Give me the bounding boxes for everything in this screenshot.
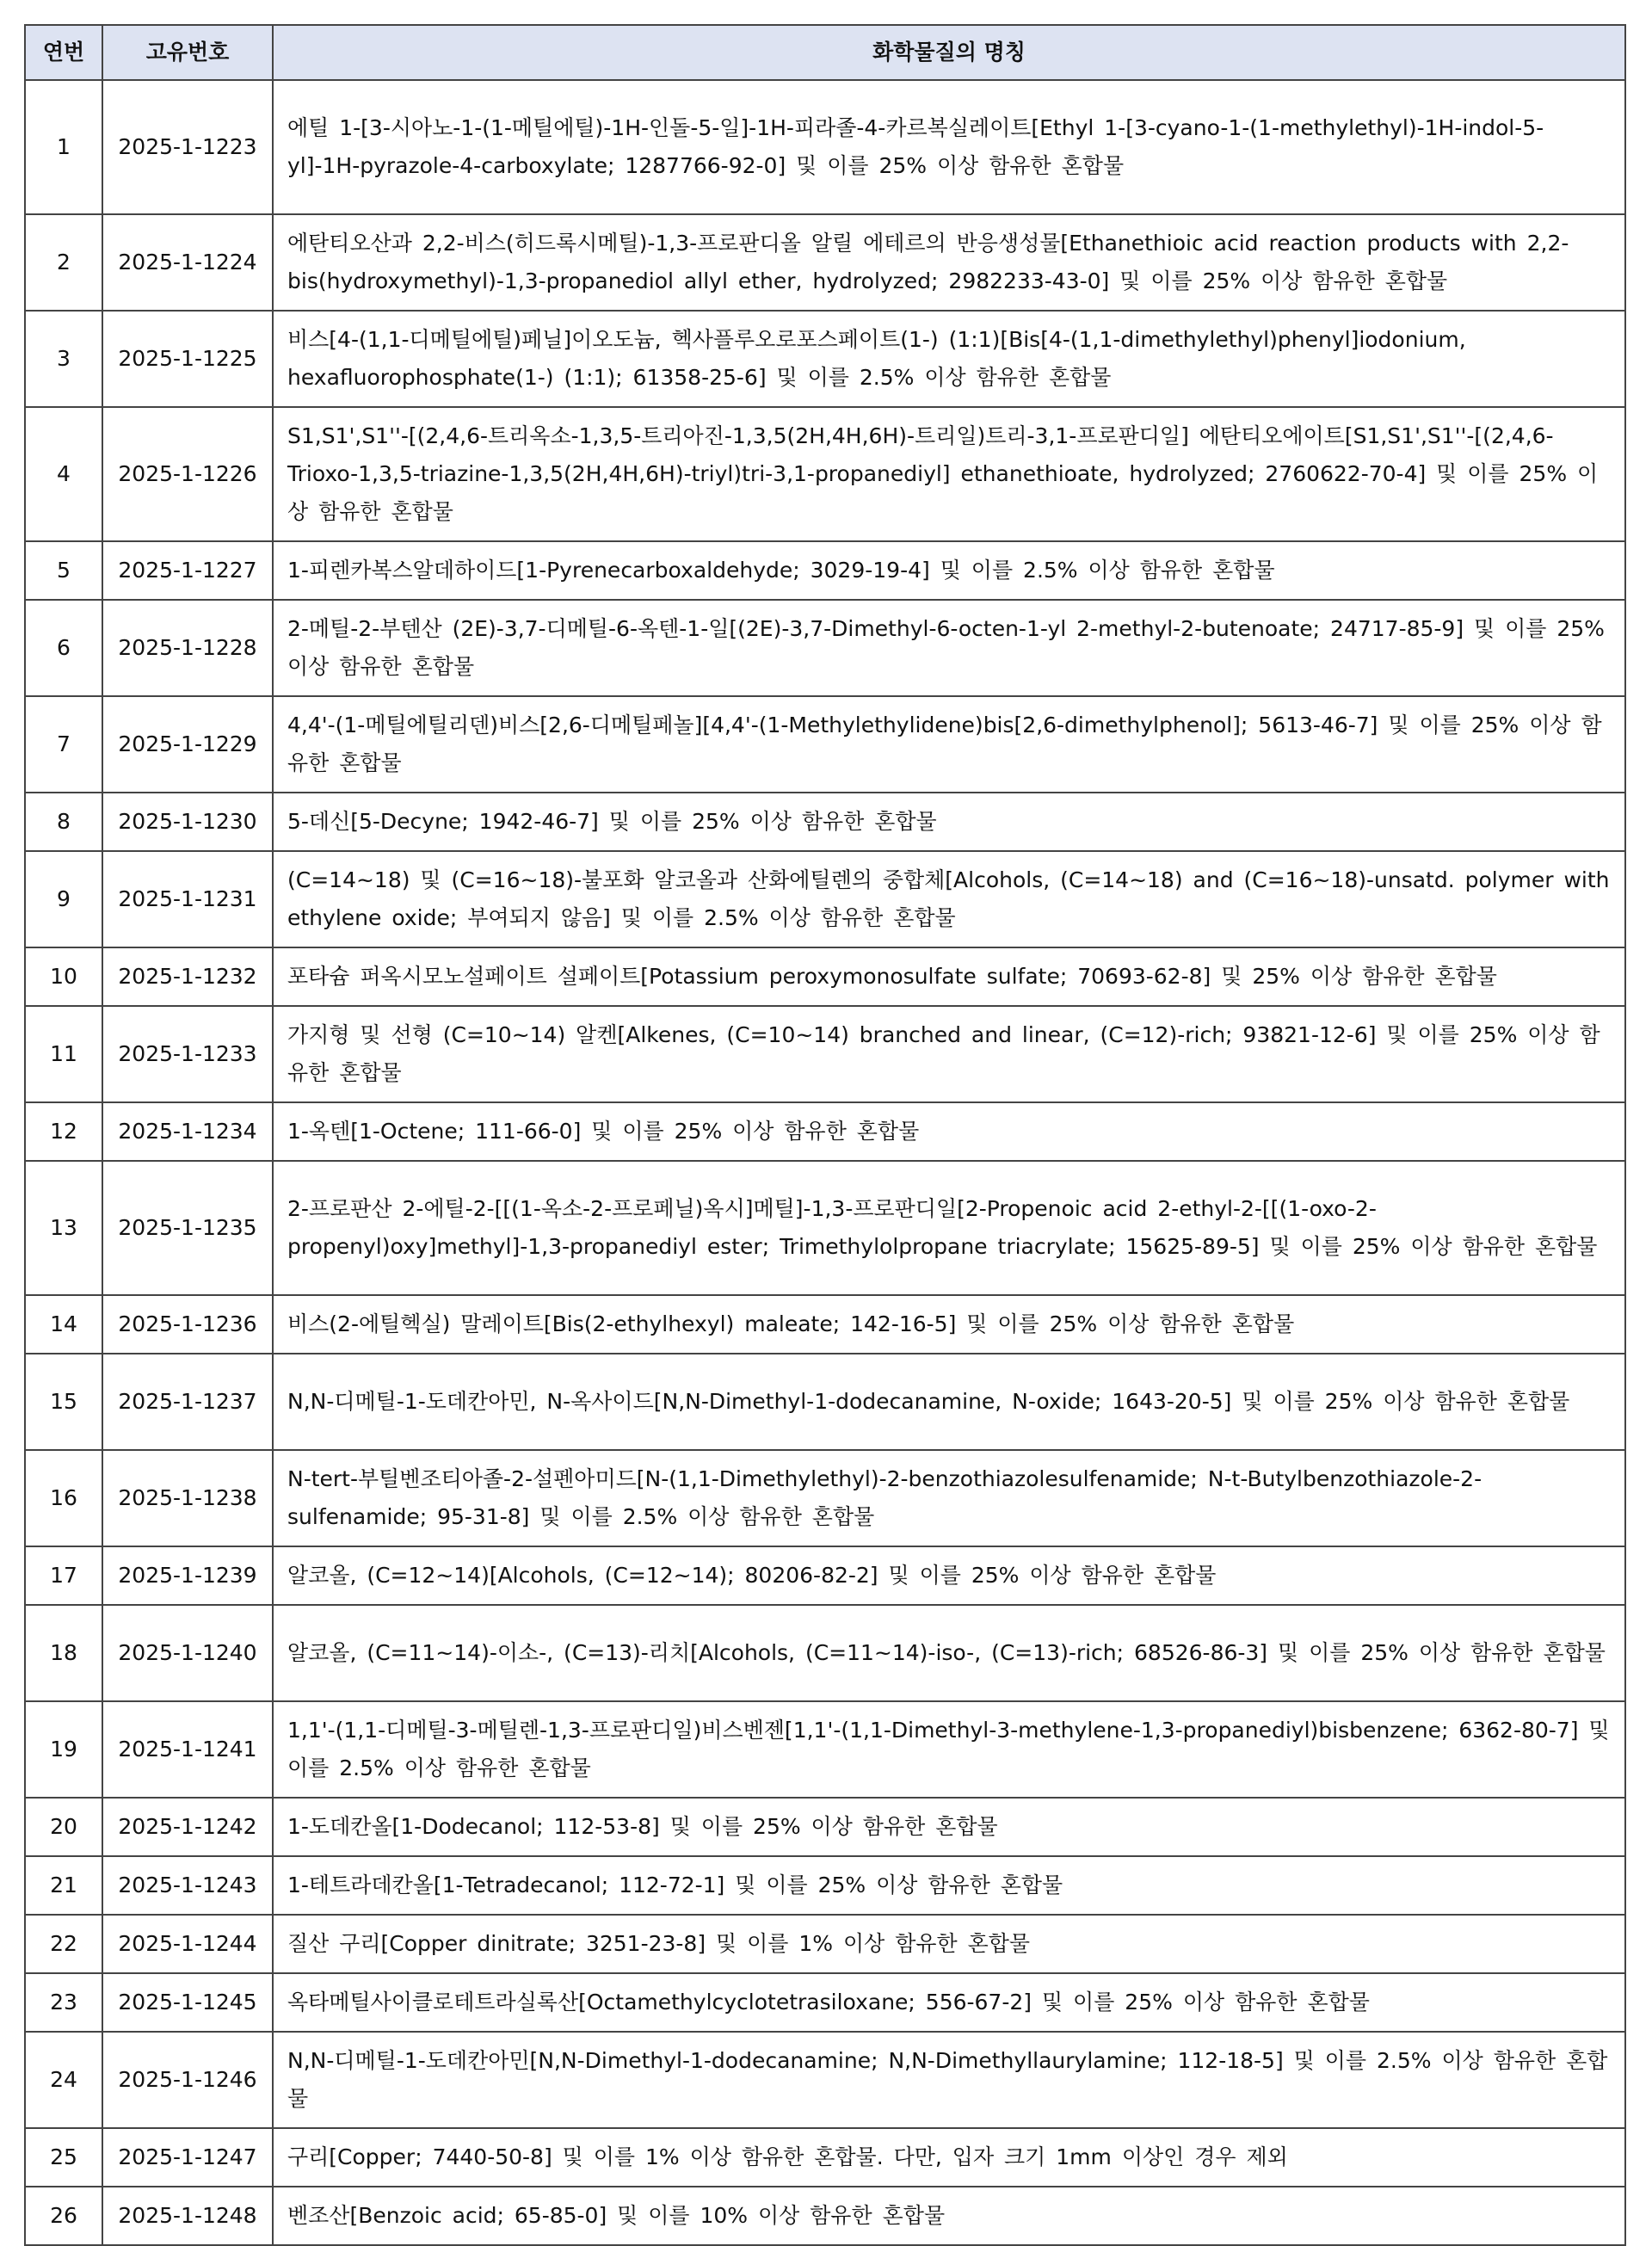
serial-number-cell: 14	[25, 1295, 102, 1354]
serial-number-cell: 2	[25, 214, 102, 311]
serial-number-cell: 4	[25, 407, 102, 541]
table-row	[25, 541, 1625, 600]
unique-id-cell: 2025-1-1227	[102, 541, 273, 600]
chemical-name-cell: 비스(2-에틸헥실) 말레이트[Bis(2-ethylhexyl) maleate; 142-16-5] 및 이를 25% 이상 함유한 혼합물	[273, 1295, 1625, 1354]
table-row	[25, 2032, 1625, 2128]
unique-id-cell: 2025-1-1238	[102, 1450, 273, 1546]
unique-id-cell: 2025-1-1224	[102, 214, 273, 311]
chemical-name-cell: 5-데신[5-Decyne; 1942-46-7] 및 이를 25% 이상 함유한 혼합물	[273, 793, 1625, 851]
table-row	[25, 1102, 1625, 1161]
table-row	[25, 311, 1625, 407]
unique-id-cell: 2025-1-1232	[102, 947, 273, 1006]
serial-number-cell: 25	[25, 2128, 102, 2187]
chemical-name-cell: 가지형 및 선형 (C=10~14) 알켄[Alkenes, (C=10~14) branched and linear, (C=12)-rich; 93821-12-6] 및 이를 25% 이상 함유한 혼합물	[273, 1006, 1625, 1102]
header-serial-number: 연번	[25, 25, 102, 80]
chemical-name-cell: 구리[Copper; 7440-50-8] 및 이를 1% 이상 함유한 혼합물. 다만, 입자 크기 1mm 이상인 경우 제외	[273, 2128, 1625, 2187]
unique-id-cell: 2025-1-1243	[102, 1856, 273, 1915]
serial-number-cell: 11	[25, 1006, 102, 1102]
unique-id-cell: 2025-1-1241	[102, 1701, 273, 1798]
unique-id-cell: 2025-1-1228	[102, 600, 273, 696]
chemical-name-cell: 1-도데칸올[1-Dodecanol; 112-53-8] 및 이를 25% 이상 함유한 혼합물	[273, 1798, 1625, 1856]
table-row	[25, 1915, 1625, 1973]
serial-number-cell: 16	[25, 1450, 102, 1546]
table-row	[25, 407, 1625, 541]
table-row	[25, 1798, 1625, 1856]
unique-id-cell: 2025-1-1239	[102, 1546, 273, 1605]
serial-number-cell: 13	[25, 1161, 102, 1295]
unique-id-cell: 2025-1-1245	[102, 1973, 273, 2032]
chemical-name-cell: 벤조산[Benzoic acid; 65-85-0] 및 이를 10% 이상 함유한 혼합물	[273, 2187, 1625, 2245]
header-unique-id: 고유번호	[102, 25, 273, 80]
serial-number-cell: 21	[25, 1856, 102, 1915]
unique-id-cell: 2025-1-1248	[102, 2187, 273, 2245]
unique-id-cell: 2025-1-1223	[102, 80, 273, 214]
chemical-name-cell: N,N-디메틸-1-도데칸아민, N-옥사이드[N,N-Dimethyl-1-dodecanamine, N-oxide; 1643-20-5] 및 이를 25% 이상 함유한 혼합물	[273, 1354, 1625, 1450]
table-row	[25, 793, 1625, 851]
unique-id-cell: 2025-1-1235	[102, 1161, 273, 1295]
serial-number-cell: 10	[25, 947, 102, 1006]
serial-number-cell: 15	[25, 1354, 102, 1450]
chemical-name-cell: 질산 구리[Copper dinitrate; 3251-23-8] 및 이를 1% 이상 함유한 혼합물	[273, 1915, 1625, 1973]
table-row	[25, 1450, 1625, 1546]
table-row	[25, 851, 1625, 947]
chemical-name-cell: 1-옥텐[1-Octene; 111-66-0] 및 이를 25% 이상 함유한 혼합물	[273, 1102, 1625, 1161]
table-row	[25, 80, 1625, 214]
table-row	[25, 1605, 1625, 1701]
chemical-name-cell: 4,4'-(1-메틸에틸리덴)비스[2,6-디메틸페놀][4,4'-(1-Methylethylidene)bis[2,6-dimethylphenol]; 5613-46-7] 및 이를 25% 이상 함유한 혼합물	[273, 696, 1625, 793]
serial-number-cell: 7	[25, 696, 102, 793]
serial-number-cell: 17	[25, 1546, 102, 1605]
serial-number-cell: 24	[25, 2032, 102, 2128]
serial-number-cell: 1	[25, 80, 102, 214]
header-chemical-name: 화학물질의 명칭	[273, 25, 1625, 80]
unique-id-cell: 2025-1-1234	[102, 1102, 273, 1161]
table-row	[25, 2128, 1625, 2187]
table-header-row	[25, 25, 1625, 80]
chemical-name-cell: 옥타메틸사이클로테트라실록산[Octamethylcyclotetrasiloxane; 556-67-2] 및 이를 25% 이상 함유한 혼합물	[273, 1973, 1625, 2032]
serial-number-cell: 20	[25, 1798, 102, 1856]
chemical-name-cell: 2-프로판산 2-에틸-2-[[(1-옥소-2-프로페닐)옥시]메틸]-1,3-프로판디일[2-Propenoic acid 2-ethyl-2-[[(1-oxo-2-propenyl)oxy]methyl]-1,3-propanediyl ester; Trimethylolpropane triacrylate; 15625-89-5] 및 이를 25% 이상 함유한 혼합물	[273, 1161, 1625, 1295]
chemical-substance-table	[24, 24, 1626, 2246]
unique-id-cell: 2025-1-1246	[102, 2032, 273, 2128]
table-row	[25, 1546, 1625, 1605]
chemical-name-cell: N-tert-부틸벤조티아졸-2-설펜아미드[N-(1,1-Dimethylethyl)-2-benzothiazolesulfenamide; N-t-Butylbenzothiazole-2-sulfenamide; 95-31-8] 및 이를 2.5% 이상 함유한 혼합물	[273, 1450, 1625, 1546]
serial-number-cell: 5	[25, 541, 102, 600]
serial-number-cell: 18	[25, 1605, 102, 1701]
serial-number-cell: 23	[25, 1973, 102, 2032]
chemical-name-cell: 에틸 1-[3-시아노-1-(1-메틸에틸)-1H-인돌-5-일]-1H-피라졸-4-카르복실레이트[Ethyl 1-[3-cyano-1-(1-methylethyl)-1H-indol-5-yl]-1H-pyrazole-4-carboxylate; 1287766-92-0] 및 이를 25% 이상 함유한 혼합물	[273, 80, 1625, 214]
table-row	[25, 696, 1625, 793]
serial-number-cell: 9	[25, 851, 102, 947]
table-row	[25, 1973, 1625, 2032]
chemical-name-cell: (C=14~18) 및 (C=16~18)-불포화 알코올과 산화에틸렌의 중합체[Alcohols, (C=14~18) and (C=16~18)-unsatd. polymer with ethylene oxide; 부여되지 않음] 및 이를 2.5% 이상 함유한 혼합물	[273, 851, 1625, 947]
unique-id-cell: 2025-1-1244	[102, 1915, 273, 1973]
chemical-name-cell: 1-테트라데칸올[1-Tetradecanol; 112-72-1] 및 이를 25% 이상 함유한 혼합물	[273, 1856, 1625, 1915]
unique-id-cell: 2025-1-1240	[102, 1605, 273, 1701]
unique-id-cell: 2025-1-1247	[102, 2128, 273, 2187]
table-row	[25, 1006, 1625, 1102]
table-row	[25, 1856, 1625, 1915]
chemical-name-cell: 알코올, (C=12~14)[Alcohols, (C=12~14); 80206-82-2] 및 이를 25% 이상 함유한 혼합물	[273, 1546, 1625, 1605]
table-row	[25, 1295, 1625, 1354]
unique-id-cell: 2025-1-1229	[102, 696, 273, 793]
unique-id-cell: 2025-1-1236	[102, 1295, 273, 1354]
unique-id-cell: 2025-1-1233	[102, 1006, 273, 1102]
chemical-name-cell: N,N-디메틸-1-도데칸아민[N,N-Dimethyl-1-dodecanamine; N,N-Dimethyllaurylamine; 112-18-5] 및 이를 2.5% 이상 함유한 혼합물	[273, 2032, 1625, 2128]
serial-number-cell: 3	[25, 311, 102, 407]
unique-id-cell: 2025-1-1230	[102, 793, 273, 851]
chemical-name-cell: 1-피렌카복스알데하이드[1-Pyrenecarboxaldehyde; 3029-19-4] 및 이를 2.5% 이상 함유한 혼합물	[273, 541, 1625, 600]
chemical-name-cell: 에탄티오산과 2,2-비스(히드록시메틸)-1,3-프로판디올 알릴 에테르의 반응생성물[Ethanethioic acid reaction products with 2,2-bis(hydroxymethyl)-1,3-propanediol allyl ether, hydrolyzed; 2982233-43-0] 및 이를 25% 이상 함유한 혼합물	[273, 214, 1625, 311]
unique-id-cell: 2025-1-1237	[102, 1354, 273, 1450]
unique-id-cell: 2025-1-1242	[102, 1798, 273, 1856]
serial-number-cell: 22	[25, 1915, 102, 1973]
chemical-name-cell: 알코올, (C=11~14)-이소-, (C=13)-리치[Alcohols, (C=11~14)-iso-, (C=13)-rich; 68526-86-3] 및 이를 25% 이상 함유한 혼합물	[273, 1605, 1625, 1701]
chemical-name-cell: 1,1'-(1,1-디메틸-3-메틸렌-1,3-프로판디일)비스벤젠[1,1'-(1,1-Dimethyl-3-methylene-1,3-propanediyl)bisbenzene; 6362-80-7] 및 이를 2.5% 이상 함유한 혼합물	[273, 1701, 1625, 1798]
chemical-name-cell: 2-메틸-2-부텐산 (2E)-3,7-디메틸-6-옥텐-1-일[(2E)-3,7-Dimethyl-6-octen-1-yl 2-methyl-2-butenoate; 24717-85-9] 및 이를 25% 이상 함유한 혼합물	[273, 600, 1625, 696]
unique-id-cell: 2025-1-1226	[102, 407, 273, 541]
unique-id-cell: 2025-1-1225	[102, 311, 273, 407]
chemical-name-cell: S1,S1',S1''-[(2,4,6-트리옥소-1,3,5-트리아진-1,3,5(2H,4H,6H)-트리일)트리-3,1-프로판디일] 에탄티오에이트[S1,S1',S1''-[(2,4,6-Trioxo-1,3,5-triazine-1,3,5(2H,4H,6H)-triyl)tri-3,1-propanediyl] ethanethioate, hydrolyzed; 2760622-70-4] 및 이를 25% 이상 함유한 혼합물	[273, 407, 1625, 541]
serial-number-cell: 26	[25, 2187, 102, 2245]
chemical-name-cell: 비스[4-(1,1-디메틸에틸)페닐]이오도늄, 헥사플루오로포스페이트(1-) (1:1)[Bis[4-(1,1-dimethylethyl)phenyl]iodonium, hexafluorophosphate(1-) (1:1); 61358-25-6] 및 이를 2.5% 이상 함유한 혼합물	[273, 311, 1625, 407]
table-row	[25, 1161, 1625, 1295]
table-row	[25, 2187, 1625, 2245]
table-row	[25, 1701, 1625, 1798]
unique-id-cell: 2025-1-1231	[102, 851, 273, 947]
serial-number-cell: 8	[25, 793, 102, 851]
table-row	[25, 600, 1625, 696]
chemical-name-cell: 포타슘 퍼옥시모노설페이트 설페이트[Potassium peroxymonosulfate sulfate; 70693-62-8] 및 25% 이상 함유한 혼합물	[273, 947, 1625, 1006]
serial-number-cell: 12	[25, 1102, 102, 1161]
serial-number-cell: 6	[25, 600, 102, 696]
table-row	[25, 947, 1625, 1006]
serial-number-cell: 19	[25, 1701, 102, 1798]
table-row	[25, 1354, 1625, 1450]
table-row	[25, 214, 1625, 311]
